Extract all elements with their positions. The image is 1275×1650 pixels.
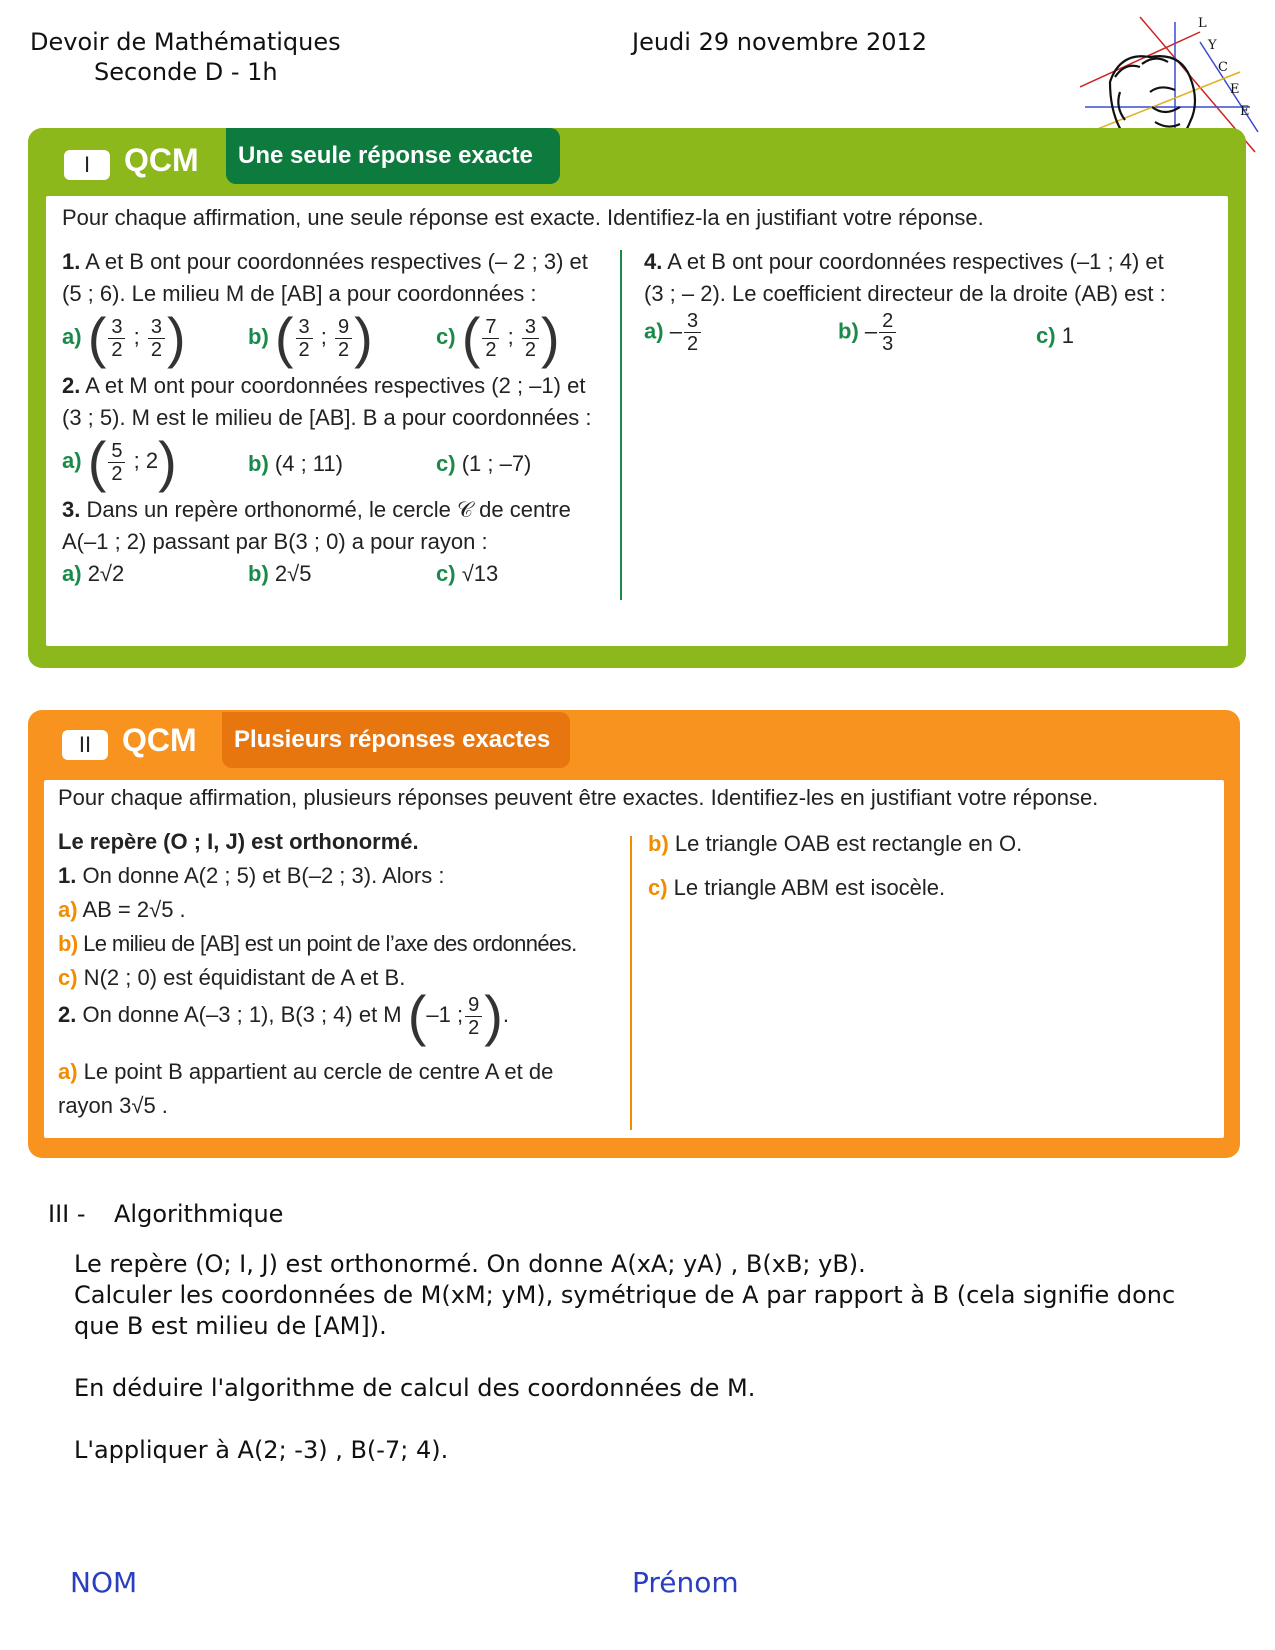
qcm2-q2-option-c: c) Le triangle ABM est isocèle. <box>648 875 946 900</box>
logo-letter: C <box>1218 60 1228 75</box>
q1-option-b: b) ( $\frac{3}{2}$ ; $\frac{9}{2}$ ) <box>248 306 373 369</box>
qcm2-label: QCM <box>122 722 197 758</box>
q3-line1: 3. Dans un repère orthonormé, le cercle 𝒞 de centre <box>62 497 571 522</box>
q2-option-c: c) (1 ; –7) <box>436 451 532 476</box>
q2-line2: (3 ; 5). M est le milieu de [AB]. B a pour coordonnées : <box>62 405 592 430</box>
option-letter: a) <box>62 323 82 349</box>
qcm1-tag: Une seule réponse exacte <box>226 128 560 184</box>
qcm2-q2-option-a-line2: rayon 3√5 . <box>58 1093 168 1118</box>
qcm2-intro: Pour chaque affirmation, plusieurs réponses peuvent être exactes. Identifiez-les en justifiant votre réponse. <box>58 785 1099 810</box>
section3-p3: que B est milieu de [AM]). <box>74 1312 387 1340</box>
qcm2-panel <box>28 710 1240 1158</box>
qcm2-content <box>44 780 1224 1138</box>
header-date: Jeudi 29 novembre 2012 <box>632 28 928 56</box>
column-divider <box>620 250 622 600</box>
q2-line1: 2. A et M ont pour coordonnées respectives (2 ; –1) et <box>62 373 586 398</box>
q3-option-b: b) 2√5 <box>248 561 312 586</box>
qcm2-number: II <box>62 730 108 760</box>
qcm2-q1-option-c: c) N(2 ; 0) est équidistant de A et B. <box>58 965 406 990</box>
q3-option-c: c) √13 <box>436 561 499 586</box>
q-number: 1. <box>62 249 81 274</box>
q2-option-b: b) (4 ; 11) <box>248 451 343 476</box>
header-class: Seconde D - 1h <box>94 58 278 86</box>
qcm2-q1-option-a: a) AB = 2√5 . <box>58 897 186 922</box>
section3-p2: Calculer les coordonnées de M(xM; yM), symétrique de A par rapport à B (cela signifie donc <box>74 1281 1176 1309</box>
paren: ) <box>166 306 186 369</box>
q1-option-c: c) ( $\frac{7}{2}$ ; $\frac{3}{2}$ ) <box>436 306 560 369</box>
qcm2-tag: Plusieurs réponses exactes <box>222 712 570 768</box>
qcm2-q1-option-b: b) Le milieu de [AB] est un point de l’axe des ordonnées. <box>58 931 577 956</box>
paren: ( <box>87 306 107 369</box>
logo-letter: L <box>1198 16 1207 31</box>
qcm2-q2-option-a-line1: a) Le point B appartient au cercle de centre A et de <box>58 1059 554 1084</box>
fraction: $\frac{3}{2}$ <box>108 316 125 361</box>
q4-option-a: a) – $\frac{3}{2}$ <box>644 310 703 355</box>
qcm1-number: I <box>64 150 110 180</box>
q1-option-a: a) ( $\frac{3}{2}$ ; $\frac{3}{2}$ ) <box>62 306 186 369</box>
q3-line2: A(–1 ; 2) passant par B(3 ; 0) a pour rayon : <box>62 529 488 554</box>
logo-letter: Y <box>1208 38 1217 53</box>
logo-letter: E <box>1240 104 1250 119</box>
q1-line2: (5 ; 6). Le milieu M de [AB] a pour coordonnées : <box>62 281 537 306</box>
logo-letter: E <box>1230 82 1240 97</box>
q2-option-a: a) ( $\frac{5}{2}$ ; 2) <box>62 430 177 493</box>
q4-line1: 4. A et B ont pour coordonnées respectives (–1 ; 4) et <box>644 249 1164 274</box>
section3-p4: En déduire l'algorithme de calcul des coordonnées de M. <box>74 1374 756 1402</box>
section3-title: Algorithmique <box>114 1200 284 1228</box>
qcm2-q2-option-b: b) Le triangle OAB est rectangle en O. <box>648 831 1023 856</box>
q4-option-c: c) 1 <box>1036 323 1074 348</box>
qcm1-intro: Pour chaque affirmation, une seule réponse est exacte. Identifiez-la en justifiant votre réponse. <box>62 205 984 230</box>
q3-option-a: a) 2√2 <box>62 561 125 586</box>
header-subject: Devoir de Mathématiques <box>30 28 341 56</box>
section3-p5: L'appliquer à A(2; -3) , B(-7; 4). <box>74 1436 449 1464</box>
q1-text: A et B ont pour coordonnées respectives (– 2 ; 3) et <box>80 249 588 274</box>
prenom-label: Prénom <box>632 1566 739 1599</box>
q1-line1 <box>62 246 588 278</box>
nom-label: NOM <box>70 1566 138 1599</box>
q4-option-b: b) – $\frac{2}{3}$ <box>838 310 898 355</box>
qcm1-content <box>46 196 1228 646</box>
q4-line2: (3 ; – 2). Le coefficient directeur de la droite (AB) est : <box>644 281 1166 306</box>
fraction: $\frac{3}{2}$ <box>148 316 165 361</box>
qcm2-q1: 1. On donne A(2 ; 5) et B(–2 ; 3). Alors : <box>58 863 445 888</box>
qcm2-q2: 2. On donne A(–3 ; 1), B(3 ; 4) et M (–1 ; $\frac{9}{2}$ ). <box>58 984 510 1047</box>
qcm1-label: QCM <box>124 142 199 178</box>
section3-number: III - <box>48 1200 86 1228</box>
column-divider <box>630 836 632 1130</box>
qcm1-panel <box>28 128 1246 668</box>
qcm2-context: Le repère (O ; I, J) est orthonormé. <box>58 829 419 854</box>
section3-p1: Le repère (O; I, J) est orthonormé. On donne A(xA; yA) , B(xB; yB). <box>74 1250 866 1278</box>
